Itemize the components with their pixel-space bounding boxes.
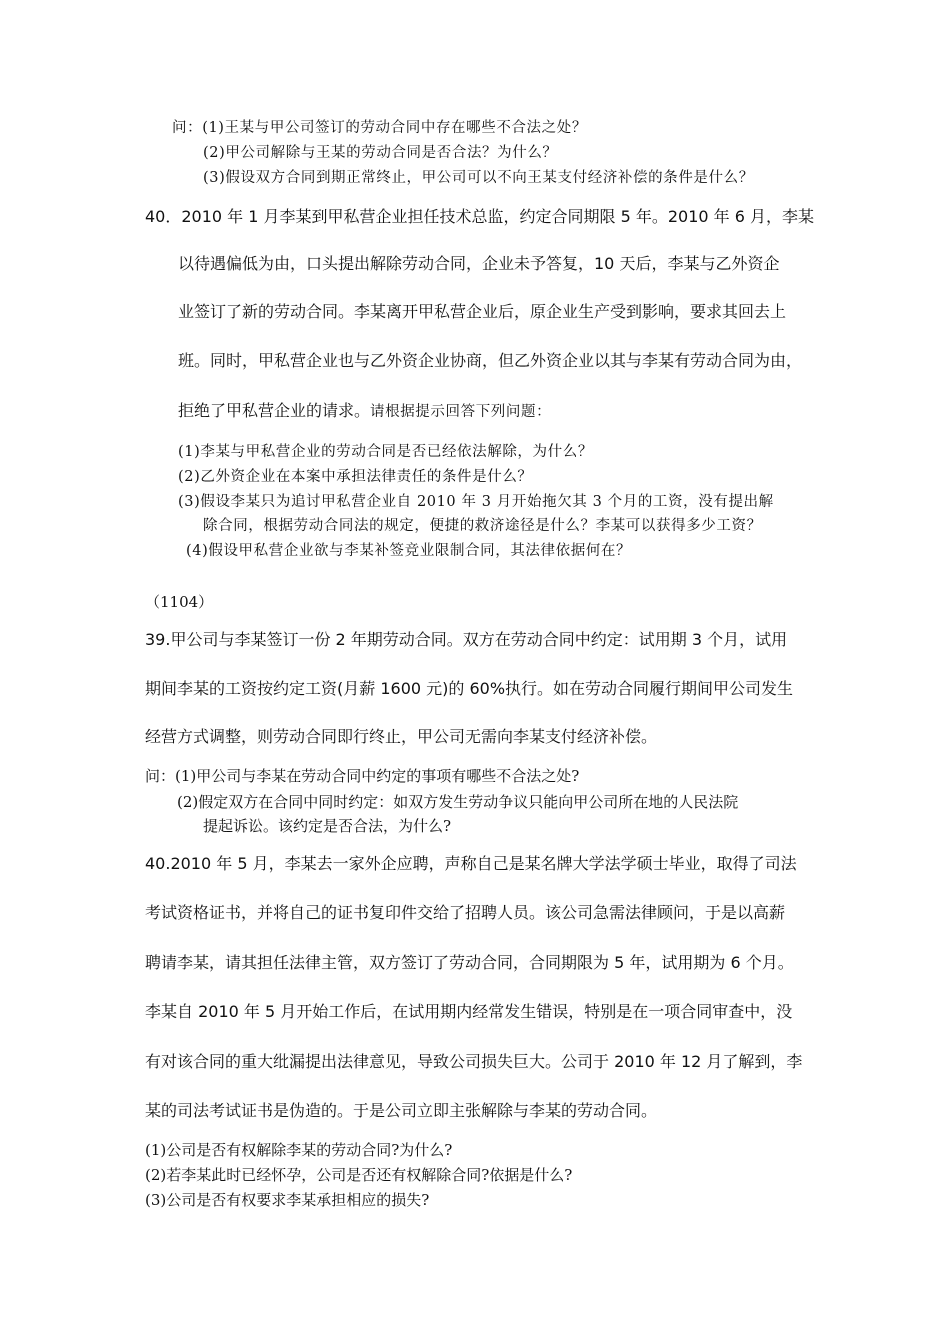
q40-body-line-3: 业签订了新的劳动合同。李某离开甲私营企业后，原企业生产受到影响，要求其回去上 [178, 302, 787, 321]
q40-body-line-5: 拒绝了甲私营企业的请求。 [178, 401, 371, 420]
q40-prompt: 请根据提示回答下列问题： [370, 404, 552, 420]
q39-ask-2: (2)甲公司解除与王某的劳动合同是否合法？为什么？ [203, 145, 558, 161]
q39-ask-1: 问：(1)王某与甲公司签订的劳动合同中存在哪些不合法之处？ [172, 120, 587, 136]
q40b-question-2: (2)若李某此时已经怀孕，公司是否还有权解除合同?依据是什么? [145, 1166, 573, 1184]
q40b-body-line-3: 聘请李某，请其担任法律主管，双方签订了劳动合同，合同期限为 5 年，试用期为 6 个月。 [145, 953, 794, 972]
q40b-body-line-2: 考试资格证书，并将自己的证书复印件交给了招聘人员。该公司急需法律顾问，于是以高薪 [145, 903, 786, 922]
q40b-question-1: (1)公司是否有权解除李某的劳动合同?为什么? [145, 1141, 453, 1159]
q40-question-2: (2)乙外资企业在本案中承担法律责任的条件是什么？ [178, 469, 533, 485]
q40-body-line-2: 以待遇偏低为由，口头提出解除劳动合同，企业未予答复，10 天后，李某与乙外资企 [178, 254, 780, 273]
q40-question-1: (1)李某与甲私营企业的劳动合同是否已经依法解除，为什么？ [178, 444, 593, 460]
q39b-body-line-2: 期间李某的工资按约定工资(月薪 1600 元)的 60%执行。如在劳动合同履行期间甲公司发生 [145, 679, 794, 698]
q40-question-3-cont: 除合同，根据劳动合同法的规定，便捷的救济途径是什么？李某可以获得多少工资？ [203, 518, 762, 534]
q40-question-4: (4)假设甲私营企业欲与李某补签竞业限制合同，其法律依据何在？ [186, 543, 632, 559]
q39b-question-1: 问：(1)甲公司与李某在劳动合同中约定的事项有哪些不合法之处? [145, 767, 580, 785]
q40b-body-line-5: 有对该合同的重大纰漏提出法律意见，导致公司损失巨大。公司于 2010 年 12 月了解到，李 [145, 1052, 803, 1071]
q40b-body-line-6: 某的司法考试证书是伪造的。于是公司立即主张解除与李某的劳动合同。 [145, 1101, 658, 1120]
q40b-question-3: (3)公司是否有权要求李某承担相应的损失? [145, 1191, 430, 1209]
session-label: （1104） [145, 593, 214, 611]
q40b-body-line-4: 李某自 2010 年 5 月开始工作后，在试用期内经常发生错误，特别是在一项合同审查中，没 [145, 1002, 793, 1021]
q40b-body-line-1: 40.2010 年 5 月，李某去一家外企应聘，声称自己是某名牌大学法学硕士毕业，取得了司法 [145, 854, 797, 873]
q39b-question-2-cont: 提起诉讼。该约定是否合法，为什么? [203, 817, 452, 835]
q39b-body-line-1: 39.甲公司与李某签订一份 2 年期劳动合同。双方在劳动合同中约定：试用期 3 个月，试用 [145, 630, 788, 649]
q40-body-line-4: 班。同时，甲私营企业也与乙外资企业协商，但乙外资企业以其与李某有劳动合同为由， [178, 351, 803, 370]
q40-body-line-1: 40．2010 年 1 月李某到甲私营企业担任技术总监，约定合同期限 5 年。2010 年 6 月，李某 [145, 207, 815, 226]
q39b-body-line-3: 经营方式调整，则劳动合同即行终止，甲公司无需向李某支付经济补偿。 [145, 727, 658, 746]
q40-question-3: (3)假设李某只为追讨甲私营企业自 2010 年 3 月开始拖欠其 3 个月的工资，没有提出解 [178, 494, 774, 510]
q39b-question-2: (2)假定双方在合同中同时约定：如双方发生劳动争议只能向甲公司所在地的人民法院 [177, 793, 739, 811]
q39-ask-3: (3)假设双方合同到期正常终止，甲公司可以不向王某支付经济补偿的条件是什么？ [203, 170, 754, 186]
